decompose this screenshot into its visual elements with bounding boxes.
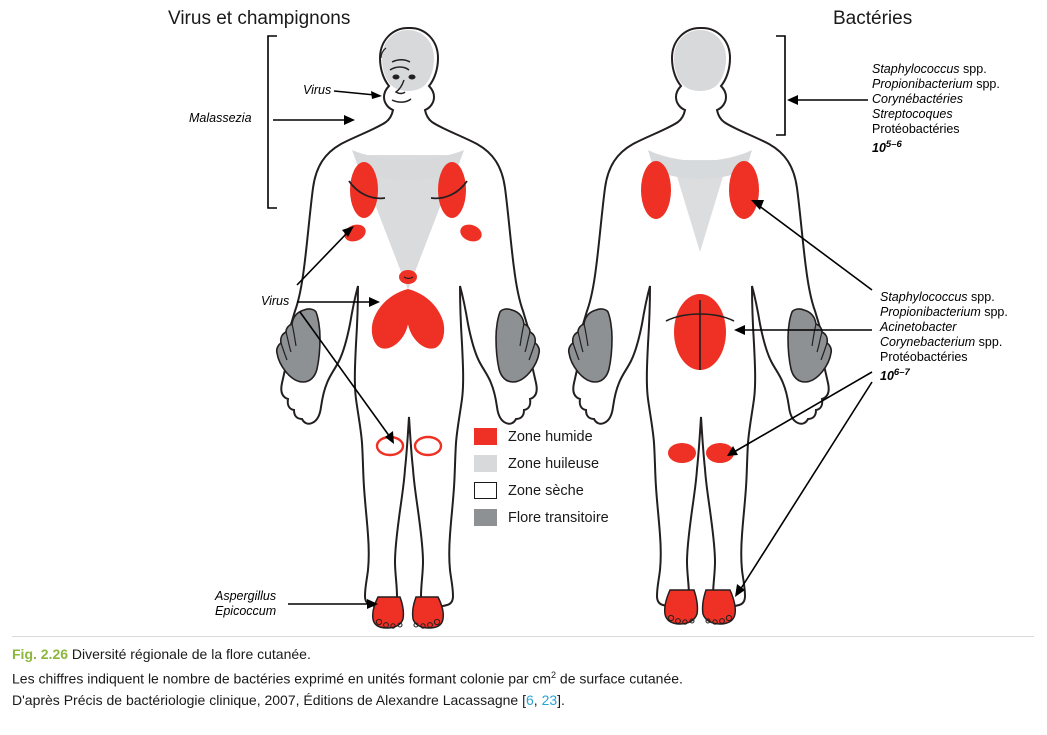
legend bbox=[474, 423, 674, 531]
back-body-figure bbox=[569, 28, 832, 624]
annotation-virus-trunk bbox=[261, 294, 289, 309]
annotation-virus-trunk-label: Virus bbox=[261, 294, 290, 308]
annotation-aspergillus-label: Aspergillus bbox=[215, 589, 277, 603]
annotation-malassezia-label: Malassezia bbox=[189, 111, 252, 125]
caption-line-2: Les chiffres indiquent le nombre de bactéries exprimé en unités formant colonie par $cm^2$ de surface cutanée. bbox=[12, 670, 683, 687]
caption-figure-number: Fig. 2.26 bbox=[12, 646, 69, 662]
legend-label-flore-transitoire: Flore transitoire bbox=[508, 509, 609, 526]
caption-line-3: D'après Précis de bactériologie clinique, 2007, Éditions de Alexandre Lacassagne [6, 23]. bbox=[12, 691, 565, 708]
figure-caption bbox=[12, 644, 1032, 711]
heading-right: Bactéries bbox=[833, 8, 913, 29]
legend-item-zone-huileuse bbox=[474, 450, 674, 477]
annotation-upper-body-bacteria bbox=[872, 62, 1000, 156]
legend-label-zone-humide: Zone humide bbox=[508, 428, 593, 445]
anno-line: Corynebacterium spp. bbox=[880, 335, 1003, 349]
annotation-epicoccum-label: Epicoccum bbox=[215, 604, 277, 618]
caption-reference-23[interactable]: 23 bbox=[541, 691, 558, 708]
caption-line-1 bbox=[12, 644, 1032, 665]
annotation-aspergillus-epicoccum bbox=[215, 589, 276, 619]
anno-line: Staphylococcus spp. bbox=[880, 290, 995, 304]
legend-item-zone-humide bbox=[474, 423, 674, 450]
caption-title: Diversité régionale de la flore cutanée. bbox=[71, 646, 311, 662]
heading-left: Virus et champignons bbox=[168, 8, 351, 29]
anno-line: Staphylococcus spp. bbox=[872, 62, 987, 76]
anno-line: 10$^{6-7}$ bbox=[880, 367, 910, 384]
legend-swatch-flore-transitoire bbox=[474, 509, 497, 526]
front-body-figure bbox=[277, 28, 540, 628]
legend-item-zone-seche bbox=[474, 477, 674, 504]
anno-line: Protéobactéries bbox=[880, 350, 968, 364]
legend-item-flore-transitoire bbox=[474, 504, 674, 531]
legend-swatch-zone-humide bbox=[474, 428, 497, 445]
caption-reference-6[interactable]: 6 bbox=[526, 691, 534, 708]
anno-line: Corynébactéries bbox=[872, 92, 964, 106]
caption-divider bbox=[12, 636, 1034, 637]
anno-line: Propionibacterium spp. bbox=[872, 77, 1000, 91]
annotation-malassezia bbox=[189, 111, 252, 126]
legend-swatch-zone-seche bbox=[474, 482, 497, 499]
legend-swatch-zone-huileuse bbox=[474, 455, 497, 472]
legend-label-zone-huileuse: Zone huileuse bbox=[508, 455, 600, 472]
annotation-virus-face bbox=[303, 83, 331, 98]
anno-line: Propionibacterium spp. bbox=[880, 305, 1008, 319]
anno-line: Protéobactéries bbox=[872, 122, 960, 136]
anno-line: Streptocoques bbox=[872, 107, 953, 121]
anno-line: Acinetobacter bbox=[880, 320, 957, 334]
anno-line: 10$^{5-6}$ bbox=[872, 139, 902, 156]
annotation-lower-body-bacteria bbox=[880, 290, 1008, 384]
legend-label-zone-seche: Zone sèche bbox=[508, 482, 584, 499]
annotation-virus-face-label: Virus bbox=[303, 83, 332, 97]
